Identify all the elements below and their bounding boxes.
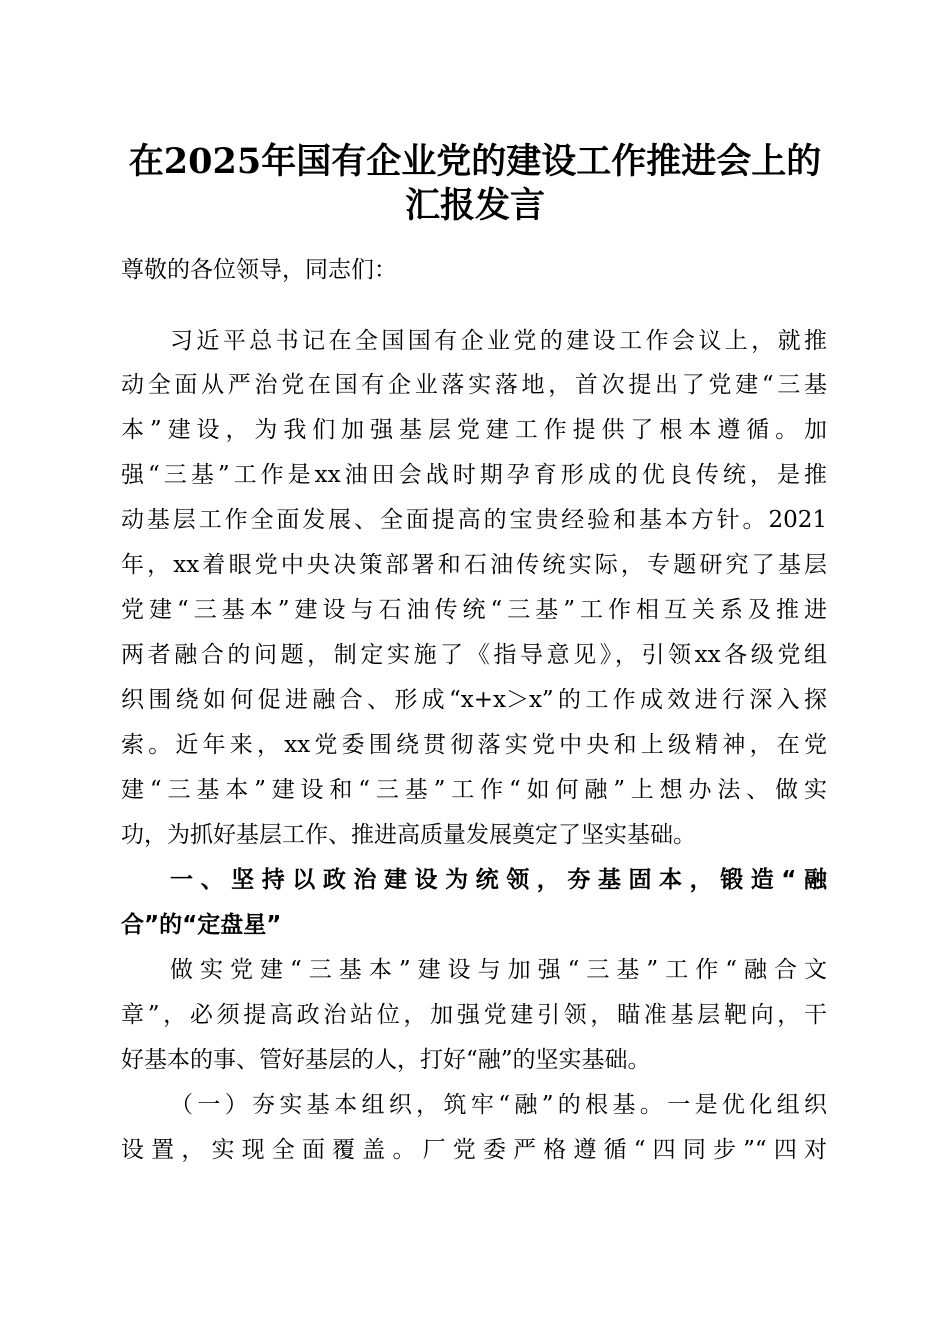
paragraph-line: 索。近年来，xx党委围绕贯彻落实党中央和上级精神，在党 [121,732,827,758]
section-heading-line: 一、坚持以政治建设为统领，夯基固本，锻造“融 [170,867,827,893]
paragraph-line: 两者融合的问题，制定实施了《指导意见》，引领xx各级党组 [121,642,827,668]
paragraph-line: 强“三基”工作是xx油田会战时期孕育形成的优良传统，是推 [121,462,827,488]
section-heading-line: 合”的“定盘星” [121,912,282,938]
paragraph-line: 章”，必须提高政治站位，加强党建引领，瞄准基层靶向，干 [121,1002,827,1028]
paragraph-line: 本”建设，为我们加强基层党建工作提供了根本遵循。加 [121,417,827,443]
document-title-line-2: 汇报发言 [404,185,545,226]
paragraph-line: 织围绕如何促进融合、形成“x+x＞x”的工作成效进行深入探 [121,687,827,713]
paragraph-line: （一）夯实基本组织，筑牢“融”的根基。一是优化组织 [170,1092,827,1118]
paragraph-line: 设置，实现全面覆盖。厂党委严格遵循“四同步”“四对 [121,1137,827,1163]
salutation: 尊敬的各位领导，同志们： [121,257,397,283]
paragraph-line: 党建“三基本”建设与石油传统“三基”工作相互关系及推进 [121,597,827,623]
paragraph-line: 动基层工作全面发展、全面提高的宝贵经验和基本方针。2021 [121,507,827,533]
paragraph-line: 年，xx着眼党中央决策部署和石油传统实际，专题研究了基层 [121,552,827,578]
paragraph-line: 动全面从严治党在国有企业落实落地，首次提出了党建“三基 [121,372,827,398]
paragraph-line: 功，为抓好基层工作、推进高质量发展奠定了坚实基础。 [121,822,696,848]
document-title-line-1: 在2025年国有企业党的建设工作推进会上的 [128,141,822,182]
paragraph-line: 好基本的事、管好基层的人，打好“融”的坚实基础。 [121,1047,651,1073]
paragraph-line: 习近平总书记在全国国有企业党的建设工作会议上，就推 [170,328,827,354]
paragraph-line: 做实党建“三基本”建设与加强“三基”工作“融合文 [170,957,827,983]
paragraph-line: 建“三基本”建设和“三基”工作“如何融”上想办法、做实 [121,777,827,803]
